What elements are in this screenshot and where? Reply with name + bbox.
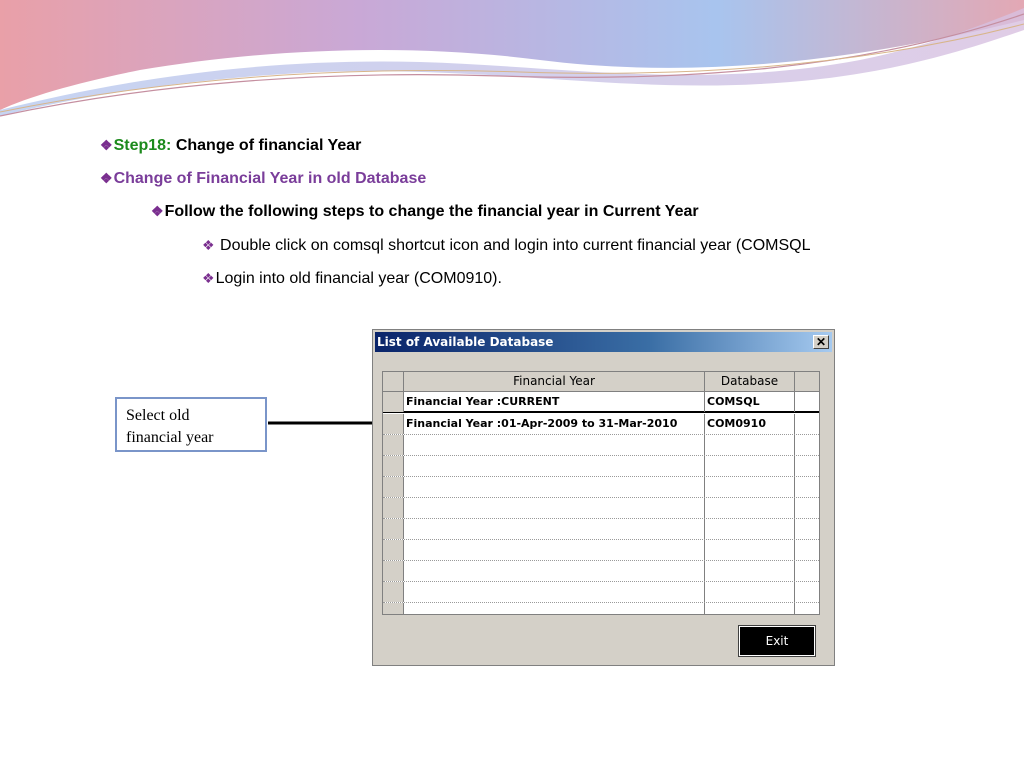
callout-line-2: financial year [126, 429, 214, 446]
decorative-wave-banner [0, 0, 1024, 120]
empty-row[interactable] [383, 519, 819, 540]
empty-cell[interactable] [404, 519, 705, 539]
double-click-text: Double click on comsql shortcut icon and login into current financial year (COMSQL [215, 237, 811, 254]
bullet-double-click [202, 237, 811, 255]
empty-row[interactable] [383, 540, 819, 561]
table-row[interactable] [383, 414, 819, 435]
row-selector[interactable] [383, 477, 404, 497]
cell-database[interactable]: COM0910 [705, 414, 795, 434]
dialog-titlebar[interactable] [375, 332, 832, 352]
empty-cell[interactable] [705, 519, 795, 539]
empty-row[interactable] [383, 477, 819, 498]
step-title: Change of financial Year [175, 137, 362, 154]
empty-cell[interactable] [404, 561, 705, 581]
callout-line-1: Select old [126, 407, 190, 424]
dialog-title: List of Available Database [377, 335, 554, 349]
table-row[interactable] [383, 392, 819, 413]
empty-row[interactable] [383, 435, 819, 456]
row-selector[interactable] [383, 435, 404, 455]
row-selector[interactable] [383, 456, 404, 476]
column-header-database[interactable]: Database [705, 372, 795, 392]
column-header-financial-year[interactable]: Financial Year [404, 372, 705, 392]
bullet-login-old [202, 270, 502, 288]
empty-row[interactable] [383, 456, 819, 477]
follow-steps-text: Follow the following steps to change the financial year in Current Year [164, 203, 699, 220]
exit-button[interactable]: Exit [739, 626, 815, 656]
callout-box [115, 397, 267, 452]
diamond-bullet-icon: ❖ [151, 203, 164, 219]
cell-database[interactable]: COMSQL [705, 392, 795, 412]
cell-financial-year[interactable]: Financial Year :01-Apr-2009 to 31-Mar-2010 [404, 414, 705, 434]
empty-cell[interactable] [404, 456, 705, 476]
database-list-dialog [372, 329, 835, 666]
empty-cell[interactable] [705, 582, 795, 602]
row-selector[interactable] [383, 392, 404, 412]
row-selector[interactable] [383, 582, 404, 602]
empty-row[interactable] [383, 582, 819, 603]
diamond-bullet-icon: ❖ [100, 170, 113, 186]
bullet-follow-steps [151, 203, 699, 221]
row-selector[interactable] [383, 414, 404, 434]
row-selector[interactable] [383, 561, 404, 581]
bullet-old-database [100, 170, 426, 188]
empty-row[interactable] [383, 561, 819, 582]
empty-cell[interactable] [404, 603, 705, 615]
empty-cell[interactable] [404, 435, 705, 455]
empty-row[interactable] [383, 603, 819, 615]
empty-row[interactable] [383, 498, 819, 519]
diamond-bullet-icon: ❖ [202, 270, 215, 286]
step-label: Step18: [113, 137, 172, 154]
empty-cell[interactable] [404, 477, 705, 497]
empty-cell[interactable] [705, 540, 795, 560]
empty-cell[interactable] [705, 603, 795, 615]
close-icon[interactable]: ✕ [813, 335, 829, 349]
diamond-bullet-icon: ❖ [202, 237, 215, 253]
empty-cell[interactable] [705, 435, 795, 455]
row-selector[interactable] [383, 603, 404, 615]
row-selector-header [383, 372, 404, 392]
empty-cell[interactable] [705, 498, 795, 518]
login-old-text: Login into old financial year (COM0910). [215, 270, 502, 287]
row-selector[interactable] [383, 498, 404, 518]
empty-cell[interactable] [404, 540, 705, 560]
cell-financial-year[interactable]: Financial Year :CURRENT [404, 392, 705, 412]
old-database-text: Change of Financial Year in old Database [113, 170, 427, 187]
empty-cell[interactable] [705, 456, 795, 476]
header-filler [795, 372, 820, 392]
row-selector[interactable] [383, 519, 404, 539]
diamond-bullet-icon: ❖ [100, 137, 113, 153]
bullet-step18 [100, 137, 361, 155]
database-grid [382, 371, 820, 615]
empty-cell[interactable] [404, 498, 705, 518]
empty-cell[interactable] [404, 582, 705, 602]
row-selector[interactable] [383, 540, 404, 560]
empty-cell[interactable] [705, 561, 795, 581]
empty-cell[interactable] [705, 477, 795, 497]
